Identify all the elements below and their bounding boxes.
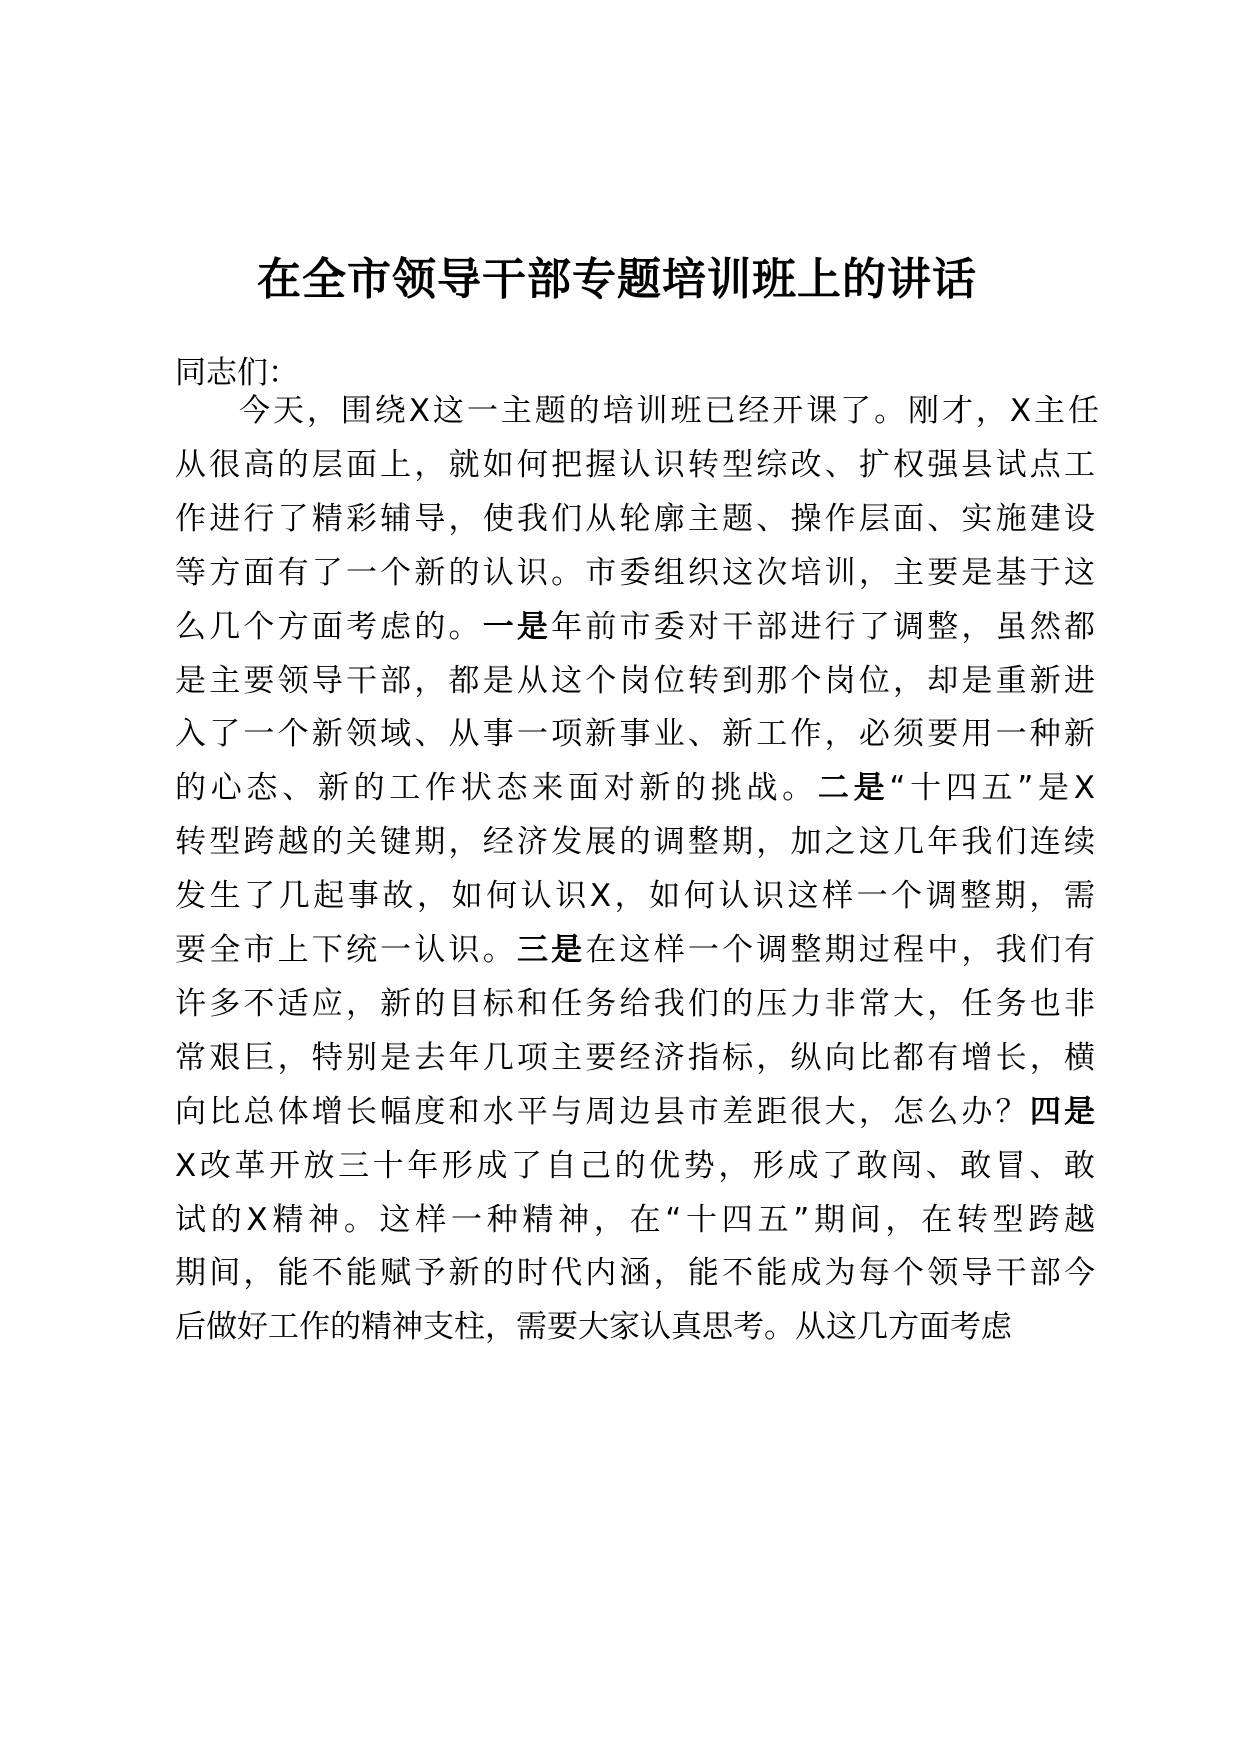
body-line xyxy=(175,1137,1095,1195)
body-text-segment: 么几个方面考虑的。 xyxy=(175,608,483,645)
emphasis-text: 四是 xyxy=(1029,1093,1096,1130)
body-text-segment: 试的X精神。这样一种精神，在“十四五”期间，在转型跨越 xyxy=(175,1201,1095,1238)
body-text-segment: X改革开放三十年形成了自己的优势，形成了敢闯、敢冒、敢 xyxy=(175,1147,1095,1184)
emphasis-text: 二是 xyxy=(817,770,890,807)
body-line xyxy=(175,705,1095,763)
body-line xyxy=(175,652,1095,710)
body-line xyxy=(175,759,1095,817)
body-text-segment: 向比总体增长幅度和水平与周边县市差距很大，怎么办？ xyxy=(175,1093,1030,1130)
body-line xyxy=(175,1083,1095,1141)
emphasis-text: 三是 xyxy=(516,932,586,968)
body-line xyxy=(175,544,1095,602)
body-text-segment: 转型跨越的关键期，经济发展的调整期，加之这几年我们连续 xyxy=(175,824,1095,861)
body-line xyxy=(175,1244,1095,1302)
body-text-segment: 等方面有了一个新的认识。市委组织这次培训，主要是基于这 xyxy=(175,554,1095,591)
body-text-segment: 期间，能不能赋予新的时代内涵，能不能成为每个领导干部今 xyxy=(175,1255,1095,1292)
body-line xyxy=(175,813,1095,871)
body-line xyxy=(175,598,1095,656)
body-line xyxy=(175,867,1095,925)
body-line xyxy=(175,921,1095,979)
body-line xyxy=(175,436,1095,494)
body-text-segment: 作进行了精彩辅导，使我们从轮廓主题、操作层面、实施建设 xyxy=(175,500,1095,537)
body-text-segment: 的心态、新的工作状态来面对新的挑战。 xyxy=(175,770,818,807)
emphasis-text: 一是 xyxy=(482,608,552,645)
body-text-segment: “十四五”是X xyxy=(889,770,1096,807)
body-text-segment: 后做好工作的精神支柱，需要大家认真思考。从这几方面考虑 xyxy=(175,1309,1012,1346)
body-text-segment: 发生了几起事故，如何认识X，如何认识这样一个调整期，需 xyxy=(175,878,1095,915)
body-text-segment: 要全市上下统一认识。 xyxy=(175,932,517,968)
body-text-segment: 从很高的层面上，就如何把握认识转型综改、扩权强县试点工 xyxy=(175,446,1095,483)
body-text-segment: 常艰巨，特别是去年几项主要经济指标，纵向比都有增长，横 xyxy=(175,1039,1095,1076)
body-text-segment: 入了一个新领域、从事一项新事业、新工作，必须要用一种新 xyxy=(175,716,1095,753)
body-text-segment: 在这样一个调整期过程中，我们有 xyxy=(585,932,1096,968)
body-line xyxy=(175,1191,1095,1249)
salutation: 同志们： xyxy=(175,355,299,391)
body-line xyxy=(175,1298,1095,1356)
body-line xyxy=(175,490,1095,548)
body-line xyxy=(239,382,1099,440)
body-line xyxy=(175,975,1095,1033)
body-text-segment: 今天，围绕X这一主题的培训班已经开课了。刚才，X主任 xyxy=(239,393,1099,429)
body-text-segment: 许多不适应，新的目标和任务给我们的压力非常大，任务也非 xyxy=(175,985,1095,1022)
document-title: 在全市领导干部专题培训班上的讲话 xyxy=(257,254,977,305)
body-line xyxy=(175,1029,1095,1087)
body-text-segment: 是主要领导干部，都是从这个岗位转到那个岗位，却是重新进 xyxy=(175,662,1095,699)
body-text-segment: 年前市委对干部进行了调整，虽然都 xyxy=(551,608,1096,645)
